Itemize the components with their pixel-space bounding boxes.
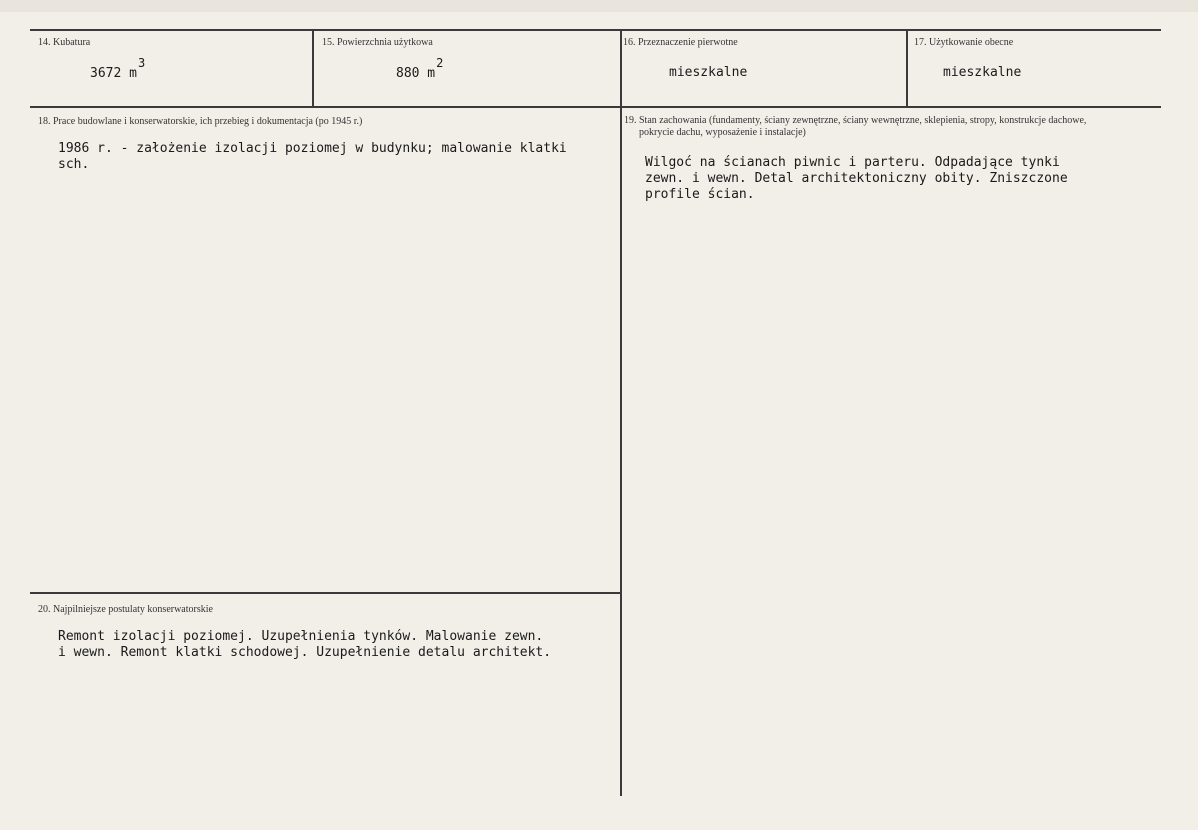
kubatura-label: 14. Kubatura	[38, 37, 91, 48]
prace-label: 18. Prace budowlane i konserwatorskie, ich przebieg i dokumentacja (po 1945 r.)	[38, 116, 363, 127]
scan-top-edge	[0, 0, 1198, 12]
kubatura-exponent: 3	[137, 56, 146, 70]
rule-col-a	[312, 29, 314, 108]
stan-text: Wilgoć na ścianach piwnic i parteru. Odpadające tynki zewn. i wewn. Detal architektoniczny obity. Zniszczone profile ścian.	[645, 155, 1068, 202]
rule-row1-bottom	[30, 106, 1161, 108]
rule-col-c	[906, 29, 908, 108]
prace-text: 1986 r. - założenie izolacji poziomej w budynku; malowanie klatki sch.	[58, 141, 567, 172]
kubatura-number: 3672 m	[90, 66, 137, 81]
przeznaczenie-label: 16. Przeznaczenie pierwotne	[623, 37, 738, 48]
rule-top	[30, 29, 1161, 31]
powierzchnia-value	[396, 56, 444, 81]
kubatura-value	[90, 56, 146, 81]
przeznaczenie-value: mieszkalne	[669, 65, 748, 80]
rule-section20-top	[30, 592, 622, 594]
powierzchnia-number: 880 m	[396, 66, 436, 81]
uzytkowanie-value: mieszkalne	[943, 65, 1022, 80]
uzytkowanie-label: 17. Użytkowanie obecne	[914, 37, 1014, 48]
rule-col-mid	[620, 29, 622, 796]
powierzchnia-label: 15. Powierzchnia użytkowa	[322, 37, 433, 48]
stan-label: 19. Stan zachowania (fundamenty, ściany zewnętrzne, ściany wewnętrzne, sklepienia, stropy, konstrukcje dachowe, pokrycie dachu, wyposażenie i instalacje)	[624, 115, 1087, 138]
postulaty-label: 20. Najpilniejsze postulaty konserwatorskie	[38, 604, 213, 615]
powierzchnia-exponent: 2	[436, 56, 444, 70]
postulaty-text: Remont izolacji poziomej. Uzupełnienia tynków. Malowanie zewn. i wewn. Remont klatki schodowej. Uzupełnienie detalu architekt.	[58, 629, 552, 660]
